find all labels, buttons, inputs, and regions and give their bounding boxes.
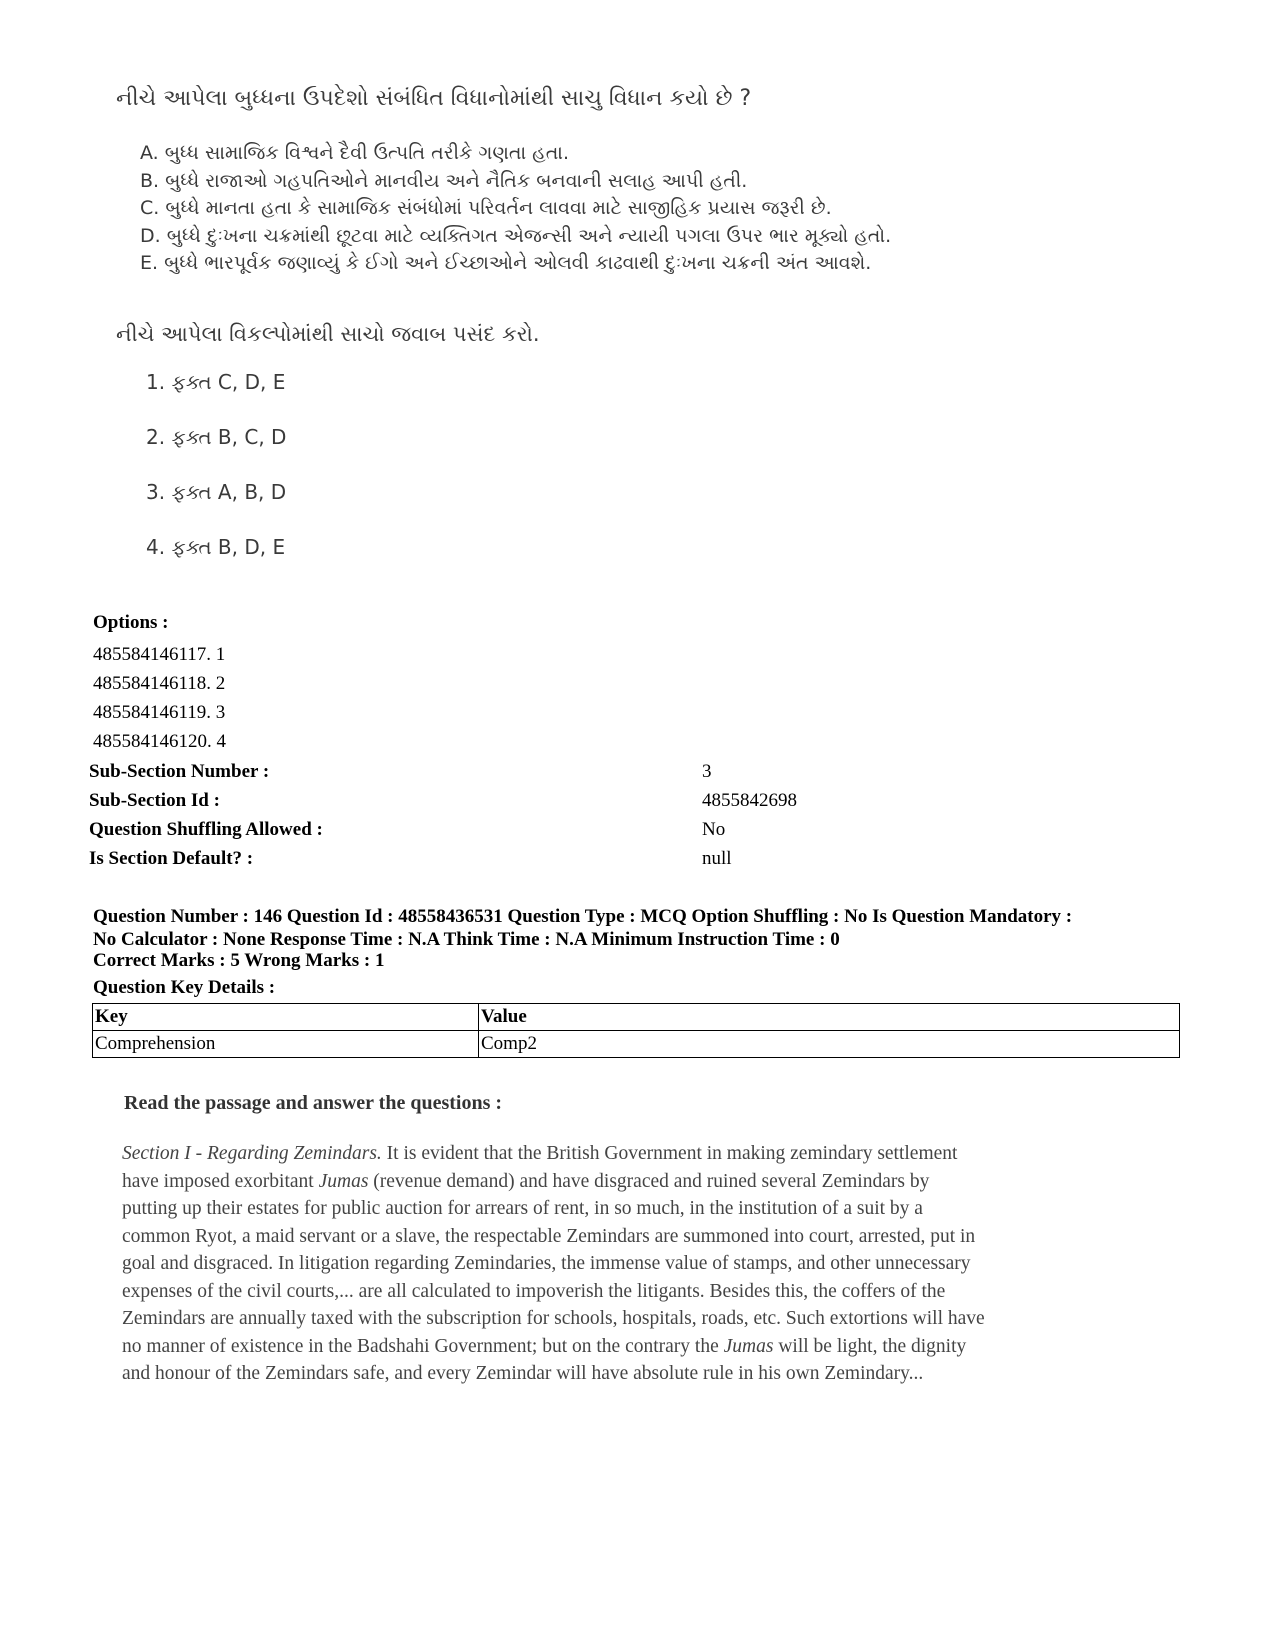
choice-2: 2. ફક્ત B, C, D [146,425,287,449]
meta-row [89,815,797,844]
passage-text: no manner of existence in the Badshahi Government; but on the contrary the [122,1335,724,1357]
meta-row [89,757,797,786]
meta-row [89,786,797,815]
meta-value: null [702,848,732,869]
meta-value: 3 [702,761,712,782]
passage-body [122,1140,1202,1388]
passage-line: and honour of the Zemindars safe, and every Zemindar will have absolute rule in his own Zemindary... [122,1363,924,1384]
statement-list [140,140,891,278]
option-item: 485584146119. 3 [93,702,226,723]
statement-c: C. બુધ્ધે માનતા હતા કે સામાજિક સંબંધોમાં પરિવર્તન લાવવા માટે સાજીહિક પ્રયાસ જરૂરી છે. [140,197,832,219]
passage-line [122,1168,1202,1196]
passage-text: have imposed exorbitant [122,1170,319,1192]
passage-line [122,1333,1202,1361]
meta-key: Sub-Section Number : [89,761,270,782]
passage-title: Read the passage and answer the questions : [124,1092,503,1114]
section-label: Section I - Regarding Zemindars. [122,1143,382,1164]
key-details-label: Question Key Details : [93,977,276,998]
key-table [92,1003,1180,1058]
table-row [93,1031,1180,1058]
jumas-term: Jumas [318,1170,369,1192]
meta-key: Sub-Section Id : [89,790,220,811]
option-item: 485584146117. 1 [93,644,226,665]
meta-value: No [702,819,726,840]
passage-line: putting up their estates for public auction for arrears of rent, in so much, in the institution of a suit by a [122,1198,923,1219]
statement-a: A. બુધ્ધ સામાજિક વિશ્વને દૈવી ઉત્પતિ તરીકે ગણતા હતા. [140,142,569,164]
question-text: નીચે આપેલા બુધ્ધના ઉપદેશો સંબંધિત વિધાનોમાંથી સાચુ વિધાન કયો છે ? [116,86,752,111]
statement-b: B. બુધ્ધે રાજાઓ ગહપતિઓને માનવીય અને નૈતિક બનવાની સલાહ આપી હતી. [140,169,748,192]
table-header-value: Value [479,1004,1180,1031]
table-header-key: Key [93,1004,479,1031]
choice-3: 3. ફક્ત A, B, D [146,480,287,504]
table-cell: Comp2 [479,1031,1180,1058]
meta-key: Is Section Default? : [89,848,254,869]
passage-line: expenses of the civil courts,... are all calculated to impoverish the litigants. Besides this, the coffers of the [122,1280,946,1302]
option-item: 485584146120. 4 [93,731,226,752]
question-header [93,905,1183,951]
passage-text: will be light, the dignity [773,1335,967,1357]
passage-line: goal and disgraced. In litigation regarding Zemindaries, the immense value of stamps, and other unnecessary [122,1253,971,1274]
question-header-line2: No Calculator : None Response Time : N.A Think Time : N.A Minimum Instruction Time : 0 [93,929,840,950]
table-header-row [93,1004,1180,1031]
choice-4: 4. ફક્ત B, D, E [146,535,286,559]
passage-line [122,1140,1202,1168]
passage-line: Zemindars are annually taxed with the subscription for schools, hospitals, roads, etc. Such extortions will have [122,1308,985,1329]
choice-1: 1. ફક્ત C, D, E [146,370,286,394]
table-cell: Comprehension [93,1031,479,1058]
statement-e: E. બુધ્ધે ભારપૂર્વક જણાવ્યું કે ઈગો અને ઈચ્છાઓને ઓલવી કાઢવાથી દુઃખના ચક્રની અંત આવશે. [140,252,872,274]
passage-text: It is evident that the British Government in making zemindary settlement [381,1143,958,1164]
options-list [93,640,226,756]
instruction-text: નીચે આપેલા વિકલ્પોમાંથી સાચો જવાબ પસંદ કરો. [116,322,540,346]
question-header-line1: Question Number : 146 Question Id : 48558436531 Question Type : MCQ Option Shuffling : No Is Question Mandatory : [93,906,1073,927]
passage-line: common Ryot, a maid servant or a slave, the respectable Zemindars are summoned into court, arrested, put in [122,1225,976,1247]
option-item: 485584146118. 2 [93,673,226,694]
subsection-meta [89,757,797,873]
meta-key: Question Shuffling Allowed : [89,819,323,840]
statement-d: D. બુધ્ધે દુઃખના ચક્રમાંથી છૂટવા માટે વ્યક્તિગત એજન્સી અને ન્યાયી પગલા ઉપર ભાર મૂક્યો હતો. [140,224,892,247]
meta-value: 4855842698 [702,790,797,811]
marks-text: Correct Marks : 5 Wrong Marks : 1 [93,950,385,971]
jumas-term: Jumas [723,1335,774,1357]
passage-text: (revenue demand) and have disgraced and ruined several Zemindars by [368,1170,930,1192]
meta-row [89,844,797,873]
options-label: Options : [93,612,169,633]
